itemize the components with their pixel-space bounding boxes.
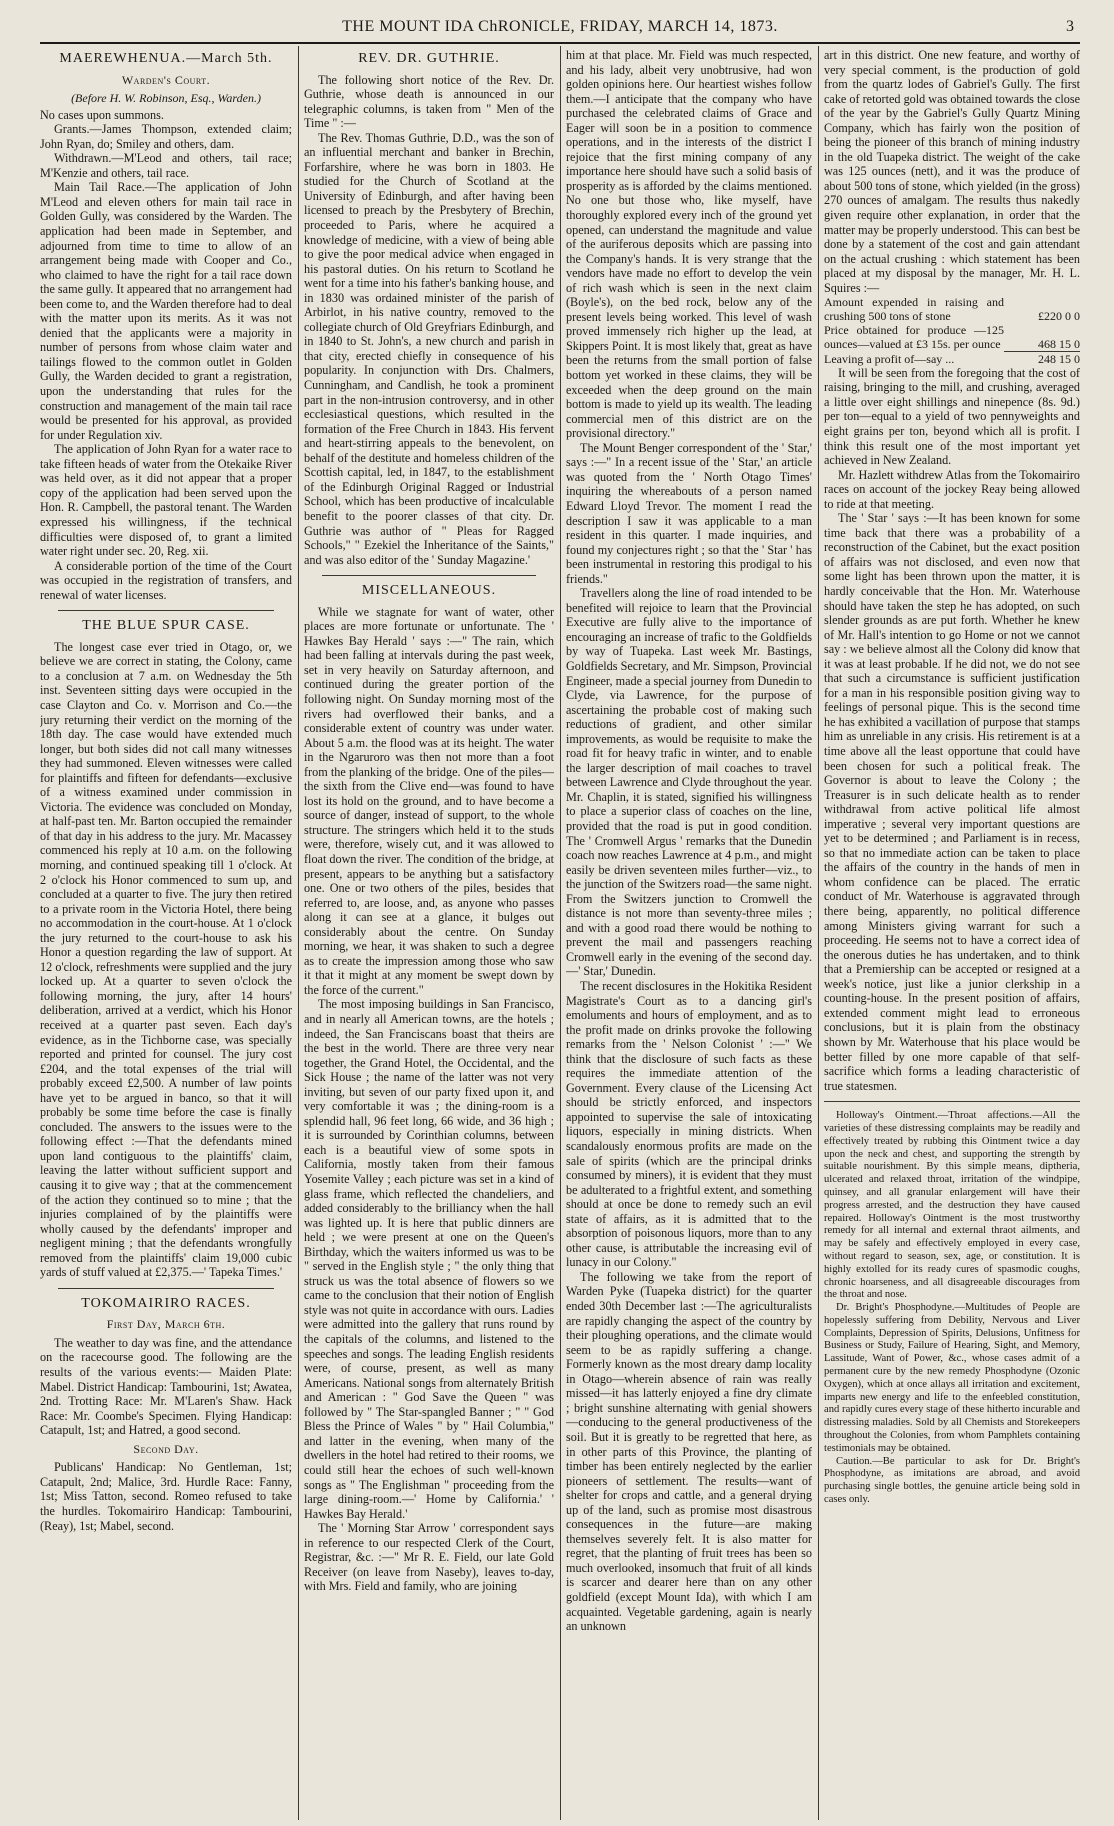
account-label: Amount expended in raising and crushing 500 tons of stone	[824, 295, 1004, 324]
page-number: 3	[1066, 18, 1074, 35]
paragraph: The following short notice of the Rev. Dr. Guthrie, whose death is announced in our telegraphic columns, is taken from " Men of the Time " :—	[304, 72, 554, 131]
section-divider	[322, 575, 536, 576]
paragraph: The following we take from the report of Warden Pyke (Tuapeka district) for the quarter ended 30th December last :—The agriculturalists are rapidly changing the aspect of the country by their ploughing operations, and the climate would seem to be as rapidly suffering a change. Formerly known as the most dreary damp locality in Otago—wherein absence of rain was really missed—it has latterly enjoyed a fine dry climate ; bright sunshine alternating with genial showers—conducing to the general productiveness of the soil. But it is greatly to be regretted that here, as in other parts of this Province, the planting of timber has been entirely neglected by the earlier pioneers of settlement. The results—want of shelter for crops and cattle, and a general drying up of the land, such as promise most disastrous consequences in the future—are making themselves severely felt. It is also matter for regret, that the planting of fruit trees has been so much overlooked, insomuch that fruit of all kinds is scarcer and dearer here than on any other goldfield (except Mount Ida), with which I am acquainted. Vegetable gardening, again is nearly an unknown	[566, 1269, 812, 1634]
paragraph: Main Tail Race.—The application of John M'Leod and eleven others for main tail race in Golden Gully, was considered by the Warden. The application had been made in September, and adjourned from time to time to allow of an arrangement being made with Cooper and Co., who claimed to have the right for a tail race down the same gully. It appeared that no arrangement had been come to, and the Warden therefore had to deal with the matter upon its merits. As it was not denied that the applicants were a majority in number of persons from whose claim water and tailings flowed to the common outlet in Golden Gully, the Warden decided to grant a registration, upon the understanding that rules for the construction and management of the main tail race would be presented for his approval, as provided for under Regulation xiv.	[40, 180, 292, 442]
advertisement-holloway: Holloway's Ointment.—Throat affections.—All the varieties of these distressing complaints may be readily and effectively treated by rubbing this Ointment twice a day upon the neck and chest, and supporting the strength by suitable nourishment. By this simple means, diptheria, ulcerated and relaxed throat, irritation of the windpipe, quinsey, and all granular enlargement will have their progress arrested, and the destruction they have caused repaired. Holloway's Ointment is the most trustworthy remedy for all internal and external thraot ailments, and may be safely and effectively employed in every case, without regard to season, sex, age, or constitution. It is highly extolled for its ready cures of spasmodic coughs, chronic hoarseness, and all disagreeable discourages from the throat and nose.	[824, 1110, 1080, 1301]
account-amount: 248 15 0	[1004, 351, 1080, 366]
paragraph: The Rev. Thomas Guthrie, D.D., was the son of an influential merchant and banker in Brechin, Forfarshire, where he was born in 1803. He studied for the Church of Scotland at the University of Edinburgh, and after having been licensed to preach by the Presbytery of Brechin, proceeded to Paris, where he acquired a knowledge of medicine, with a view of being able to give the poor medical advice when engaged in his pastoral duties. On his return to Scotland he went for a time into his father's banking house, and in 1830 was ordained minister of the parish of Arbirlot, in his native country, removed to the collegiate church of Old Greyfriars Edinburgh, and in 1840 to St. John's, a new church and parish in that city, erected chiefly in consequence of his popularity. In conjunction with Drs. Chalmers, Cunningham, and Candlish, he took a prominent part in the non-intrusion controversy, and in other ecclesiastical questions, which resulted in the formation of the Free Church in 1843. His fervent and heart-stirring appeals to the benevolent, on behalf of the destitute and homeless children of the Scottish capital, led, in 1847, to the establishment of the Edinburgh Original Ragged or Industrial School, which has been productive of incalculable benefit to the poorer classes of that city. Dr. Guthrie was author of " Pleas for Ragged Schools," " Ezekiel the Inheritance of the Saints," and was also editor of the ' Sunday Magazine.'	[304, 130, 554, 567]
article-heading: REV. DR. GUTHRIE.	[358, 51, 500, 66]
article-guthrie	[304, 52, 554, 567]
account-amount: 468 15 0	[1038, 336, 1080, 351]
page-title: THE MOUNT IDA ChRONICLE, FRIDAY, MARCH 14, 1873.	[342, 18, 778, 35]
column-1	[40, 48, 292, 1820]
paragraph: Mr. Hazlett withdrew Atlas from the Tokomairiro races on account of the jockey Reay being allowed to ride at that meeting.	[824, 467, 1080, 511]
table-row	[824, 295, 1080, 323]
paragraph: The application of John Ryan for a water race to take fifteen heads of water from the Otekaike River was held over, as it did not appear that a proper copy of the application had been served upon the Hon. R. Campbell, the pastoral tenant. The Warden expressed his willingness, if the technical difficulties were disposed of, to grant a limited water right under sec. 20, Reg. xii.	[40, 442, 292, 559]
paragraph: Grants.—James Thompson, extended claim; John Ryan, do; Smiley and others, dam.	[40, 122, 292, 151]
article-maerewhenua	[40, 52, 292, 602]
account-label: Price obtained for produce —125 ounces—valued at £3 15s. per ounce	[824, 323, 1004, 352]
article-heading: MISCELLANEOUS.	[361, 583, 497, 599]
article-body	[40, 108, 292, 603]
article-byline: (Before H. W. Robinson, Esq., Warden.)	[71, 91, 261, 106]
paragraph: him at that place. Mr. Field was much respected, and his lady, albeit very unobtrusive, had won golden opinions here. Our heartiest wishes follow them.—I anticipate that the company who have purchased the celebrated claims of Grace and Eager will soon be in a position to commence operations, and in the interests of the district I rejoice that the first mining company of any importance here should have such a solid basis of prosperity as is afforded by the claims mentioned. No one but those who, like myself, have thoroughly explored every inch of the ground yet opened, can understand the magnitude and value of the auriferous deposits which are passing into the Company's hands. It is very strange that the vendors have made no effort to develop the vein of rich wash which is seen in the next claim (Boyle's), on the bed rock, below any of the present levels being worked. This level of wash proved immensely rich higher up the lead, at Skippers Point. It is most likely that, great as have been the returns from the small portion of false bottom yet worked in these claims, they will be exceeded when the deep ground on the main bottom is made to yield up its wealth. The leading commercial men of this district are on the provisional directory."	[566, 48, 812, 441]
paragraph: The Mount Benger correspondent of the ' Star,' says :—" In a recent issue of the ' Star,' an article was quoted from the ' North Otago Times' inquiring the whereabouts of a person named Edward Lloyd Trevor. The moment I read the description I saw it was applicable to a man resident in this quarter. I made inquiries, and found my conjectures right ; so that the ' Star ' has been instrumental in restoring this prodigal to his friends."	[566, 440, 812, 586]
paragraph: The weather to day was fine, and the attendance on the racecourse good. The following are the results of the various events:— Maiden Plate: Mabel. District Handicap: Tambourini, 1st; Awatea, 2nd. Trotting Race: Mr. M'Laren's Shaw. Hack Race: Mr. Coombe's Specimen. Flying Handicap: Catapult, 1st; and Hatred, a good second.	[40, 1335, 292, 1438]
paragraph: The longest case ever tried in Otago, or, we believe we are correct in stating, the Colony, came to a conclusion at 7 a.m. on Wednesday the 5th inst. Seventeen sitting days were occupied in the case Clayton and Co. v. Morrison and Co.—the jury returning their verdict on the morning of the 18th day. The case would have extended much longer, but both sides did not call many witnesses they had summoned. Eleven witnesses were called for plaintiffs and fifteen for defendants—exclusive of a witness examined under commission in Victoria. The evidence was concluded on Monday, at half-past ten. Mr. Barton occupied the remainder of that day in his address to the jury. Mr. Macassey commenced his reply at 10 a.m. on the following morning, and continued speaking till 1 o'clock. At 2 o'clock his Honor commenced to sum up, and concluded at a quarter to five. The jury then retired to a private room in the Victoria Hotel, there being no accommodation in the court-house. At 1 o'clock the jury returned to the court-house to ask his Honor a question regarding the law of support. At 12 o'clock, refreshments were supplied and the jury locked up. At a quarter to seven o'clock the following morning, the jury, after 14 hours' deliberation, arrived at a verdict, which his Honor received at a quarter past seven. Each day's evidence, as in the Tichborne case, was specially reported and printed for counsel. The jury cost £204, and the total expenses of the trial will probably exceed £2,500. A number of law points have yet to be argued in banco, so that it will probably be some time before the case is finally concluded. The answers to the issues were to the following effect :—That the defendants mined upon land contiguous to the plaintiffs' claim, leaving the latter without sufficient support and causing it to give way ; that at the commencement of the action they continued so to mine ; that the injuries complained of by the plaintiffs were wholly caused by the defendants' improper and negligent mining ; that the defendants wrongfully removed from the plaintiffs' claim 19,000 cubic yards of stuff valued at £2,375.—' Tapeka Times.'	[40, 639, 292, 1280]
article-heading: TOKOMAIRIRO RACES.	[81, 1295, 251, 1311]
section-divider	[58, 610, 274, 611]
paragraph: Publicans' Handicap: No Gentleman, 1st; Catapult, 2nd; Malice, 3rd. Hurdle Race: Fanny, 1st; Miss Tatton, second. Romeo refused to take the hurdles. Tokomairiro Handicap: Tambourini, (Reay), 1st; Mabel, second.	[40, 1460, 292, 1533]
column-rule	[818, 46, 819, 1820]
article-miscellaneous	[304, 584, 554, 1594]
paragraph: The recent disclosures in the Hokitika Resident Magistrate's Court as to a dancing girl's emoluments and hours of employment, and as to the profit made on drinks provoke the following remarks from the ' Nelson Colonist ' :—" We think that the disclosure of such facts as these requires the immediate attention of the Government. Every clause of the Licensing Act should be strictly enforced, and inspectors appointed to supervise the sale of intoxicating liquors, especially in mining districts. When scandalously enormous profits are made on the sale of spirits (which are the principal drinks consumed by miners), it is evident that they must be adulterated to a frightful extent, and something should at once be done to remedy such an evil state of affairs, as it is admitted that to the absorption of poisonous liquors, more than to any other cause, is attributable the increasing evil of lunacy in our Colony."	[566, 979, 812, 1270]
paragraph: A considerable portion of the time of the Court was occupied in the registration of transfers, and renewal of water licenses.	[40, 558, 292, 602]
column-rule	[298, 46, 299, 1820]
crushing-account-table	[824, 295, 1080, 366]
article-heading: MAEREWHENUA.—March 5th.	[59, 51, 273, 66]
section-divider	[824, 1101, 1080, 1102]
article-subheading: First Day, March 6th.	[106, 1317, 226, 1332]
article-subheading: Warden's Court.	[121, 72, 211, 87]
article-tokomairiro	[40, 1297, 292, 1533]
table-row	[824, 323, 1080, 351]
section-divider	[58, 1288, 274, 1289]
column-rule	[560, 46, 561, 1820]
article-blue-spur	[40, 619, 292, 1280]
paragraph: art in this district. One new feature, and worthy of very special comment, is the production of gold from the quartz lodes of Gabriel's Gully. The first cake of retorted gold was obtained towards the close of the year by the Gabriel's Gully Quartz Mining Company, which has fairly won the position of being the pioneer of this branch of mining industry in the old Tuapeka district. The weight of the cake was 125 ounces (nett), and it was the produce of about 500 tons of stone, which yielded (in the gross) 270 ounces of amalgam. The results thus nakedly given require other explanation, in order that the matter may be properly understood. This can best be done by a statement of the cost and gain attendant on the actual crushing : which statement has been placed at my disposal by the manager, Mr. H. L. Squires :—	[824, 48, 1080, 295]
column-4	[824, 48, 1080, 1820]
paragraph: Travellers along the line of road intended to be benefited will rejoice to learn that the Provincial Executive are fully alive to the importance of encouraging an increase of trafic to the Goldfields by way of Tuapeka. Last week Mr. Bastings, Goldfields Secretary, and Mr. Simpson, Provincial Engineer, made a special journey from Dunedin to Clyde, via Lawrence, for the purpose of ascertaining the probable cost of making such reductions of gradient, and other similar improvements, as would be requisite to make the road fit for heavy trafic in winter, and to enable the larger description of mail coaches to travel between Lawrence and Clyde throughout the year. Mr. Chaplin, it is stated, signified his willingness to place a superior class of coaches on the line, provided that the road is put in good condition. The ' Cromwell Argus ' remarks that the Dunedin coach now reaches Lawrence at 4 p.m., and might easily be driven seventeen miles further—viz., to the junction of the Switzers road—the same night. From the Switzers junction to Cromwell the distance is not more than seventy-three miles ; and with a good road there would be nothing to prevent the mail and passengers reaching Cromwell early in the evening of the second day.—' Star,' Dunedin.	[566, 586, 812, 979]
account-label: Leaving a profit of—say ...	[824, 351, 955, 366]
column-2	[304, 48, 554, 1820]
account-amount: £220 0 0	[1038, 309, 1080, 324]
paragraph: No cases upon summons.	[40, 107, 164, 122]
paragraph: The ' Star ' says :—It has been known for some time back that there was a probability of a reconstruction of the Cabinet, but the exact position of affairs was not disclosed, and even now that some light has been thrown upon the matter, it is hardly conceivable that the Hon. Mr. Waterhouse should have taken the step he has adopted, on such slender grounds as are put forth. Whether he knew of Mr. Hall's intention to go Home or not we cannot say : we believe almost all the Colony did know that it was at least probable. If he did not, we do not see that such a circumstance is sufficient justification for a man in his responsible position giving way to feelings of personal pique. This is the second time he has exhibited a vacillation of purpose that stamps him as unreliable in any crisis. His retirement is at a time above all the least opportune that could have been chosen for such a political freak. The Governor is about to leave the Colony ; the Treasurer is in such delicate health as to render withdrawal from active political life almost imperative ; several very important questions are yet to be determined ; and Parliament is in recess, so that no immediate action can be taken to place the affairs of the country in the hands of men in whom confidence can be placed. The erratic conduct of Mr. Waterhouse is aggravated through there being, apparently, no political difference among Ministers giving warrant for such a proceeding. He seems not to have a correct idea of the onerous duties he has undertaken, and to think that a Premiership can be accepted or resigned at a week's notice, just like a junior clerkship in a counting-house. In the present position of affairs, extended comment might lead to erroneous conclusions, but it is plain from the obstinacy shown by Mr. Waterhouse that his place would be better filled by one more capable of that self-sacrifice which forms a leading characteristic of true statesmen.	[824, 511, 1080, 1093]
advertisements	[824, 1110, 1080, 1507]
advertisement-caution: Caution.—Be particular to ask for Dr. Bright's Phosphodyne, as imitations are abroad, and avoid purchasing single bottles, the genuine article being sold in cases only.	[824, 1455, 1080, 1506]
paragraph: Withdrawn.—M'Leod and others, tail race; M'Kenzie and others, tail race.	[40, 151, 292, 180]
paragraph: The ' Morning Star Arrow ' correspondent says in reference to our respected Clerk of the Court, Registrar, &c. :—" Mr R. E. Field, our late Gold Receiver (on leave from Naseby), leaves to-day, with Mrs. Field and family, who are joining	[304, 1521, 554, 1594]
article-heading: THE BLUE SPUR CASE.	[82, 618, 250, 634]
paragraph: While we stagnate for want of water, other places are more fortunate or unfortunate. The ' Hawkes Bay Herald ' says :—" The rain, which had been falling at intervals during the past week, set in very heavily on Saturday afternoon, and continued during the greater portion of the following night. On Sunday morning most of the rivers had overflowed their banks, and a considerable extent of country was under water. About 5 a.m. the flood was at its height. The water in the Ngaruroro was then not more than a foot from the planking of the bridge. One of the piles—the sixth from the Clive end—was found to have lost its hold on the ground, and to have become a source of danger, instead of support, to the whole structure. The stringers which held it to the studs were, therefore, wisely cut, and it was allowed to float down the river. The condition of the bridge, at present, appears to be anything but a satisfactory one. One or two others of the piles, besides that referred to, are loose, and, as anyone who passes along it can see at a glance, it bulges out considerably about the centre. On Sunday morning, we hear, it was shaken to such a degree as to create the impression among those who saw it that it might at any moment be swept down by the force of the current."	[304, 604, 554, 997]
paragraph: The most imposing buildings in San Francisco, and in nearly all American towns, are the hotels ; indeed, the San Franciscans boast that theirs are the best in the world. There are three very near together, the Grand Hotel, the Occidental, and the Sick House ; the name of the latter was not very inviting, but seven of our party fixed upon it, and very comfortable it was ; the dining-room is a splendid hall, 96 feet long, 66 wide, and 36 high ; it is surrounded by Corinthian columns, between each is a beautiful view of some spots in California, mostly taken from their famous Yosemite Valley ; each picture was set in a kind of glass frame, which reflected the chandeliers, and added considerably to the brilliancy when the hall was lighted up. It is here that public dinners are held ; we were present at one on the Queen's Birthday, which the waiters informed us was to be " served in the English style ; " the only thing that struck us was the total absence of flowers so we came to the conclusion that their notion of English style was not quite in accordance with ours. Ladies were admitted into the gallery that runs round by the capitals of the columns, and listened to the speeches and songs. The leading English residents were, of course, present, as well as many Americans. National songs from alternately British and American : " God Save the Queen " was followed by " The Star-spangled Banner ; " " God Bless the Prince of Wales " by " Hail Columbia," and latter in the evening, when many of the dwellers in the hotel had retired to their rooms, we could still hear the echoes of such well-known songs as " The Englishman " proceeding from the large dining-room.—' Home by California.' ' Hawkes Bay Herald.'	[304, 997, 554, 1521]
paragraph: It will be seen from the foregoing that the cost of raising, bringing to the mill, and crushing, averaged a little over eight shillings and ninepence (8s. 9d.) per ton—equal to a yield of two pennyweights and eight grains per ton, beyond which all is profit. I think this result one of the most important yet achieved in New Zealand.	[824, 365, 1080, 468]
advertisement-phosphodyne: Dr. Bright's Phosphodyne.—Multitudes of People are hopelessly suffering from Debility, Nervous and Liver Complaints, Depression of Spirits, Delusions, Unfitness for Business or Study, Failure of Hearing, Sight, and Memory, Lassitude, Want of Power, &c., whose cases admit of a permanent cure by the new remedy Phosphodyne (Ozonic Oxygen), which at once allays all irritation and excitement, imparts new energy and life to the enfeebled constitution, and rapidly cures every stage of these hitherto incurable and distressing maladies. Sold by all Chemists and Storekeepers throughout the Colonies, from whom Pamphlets containing testimonials may be obtained.	[824, 1302, 1080, 1454]
table-row	[824, 351, 1080, 366]
article-subheading: Second Day.	[133, 1441, 199, 1456]
masthead	[40, 16, 1080, 44]
column-3	[566, 48, 812, 1820]
